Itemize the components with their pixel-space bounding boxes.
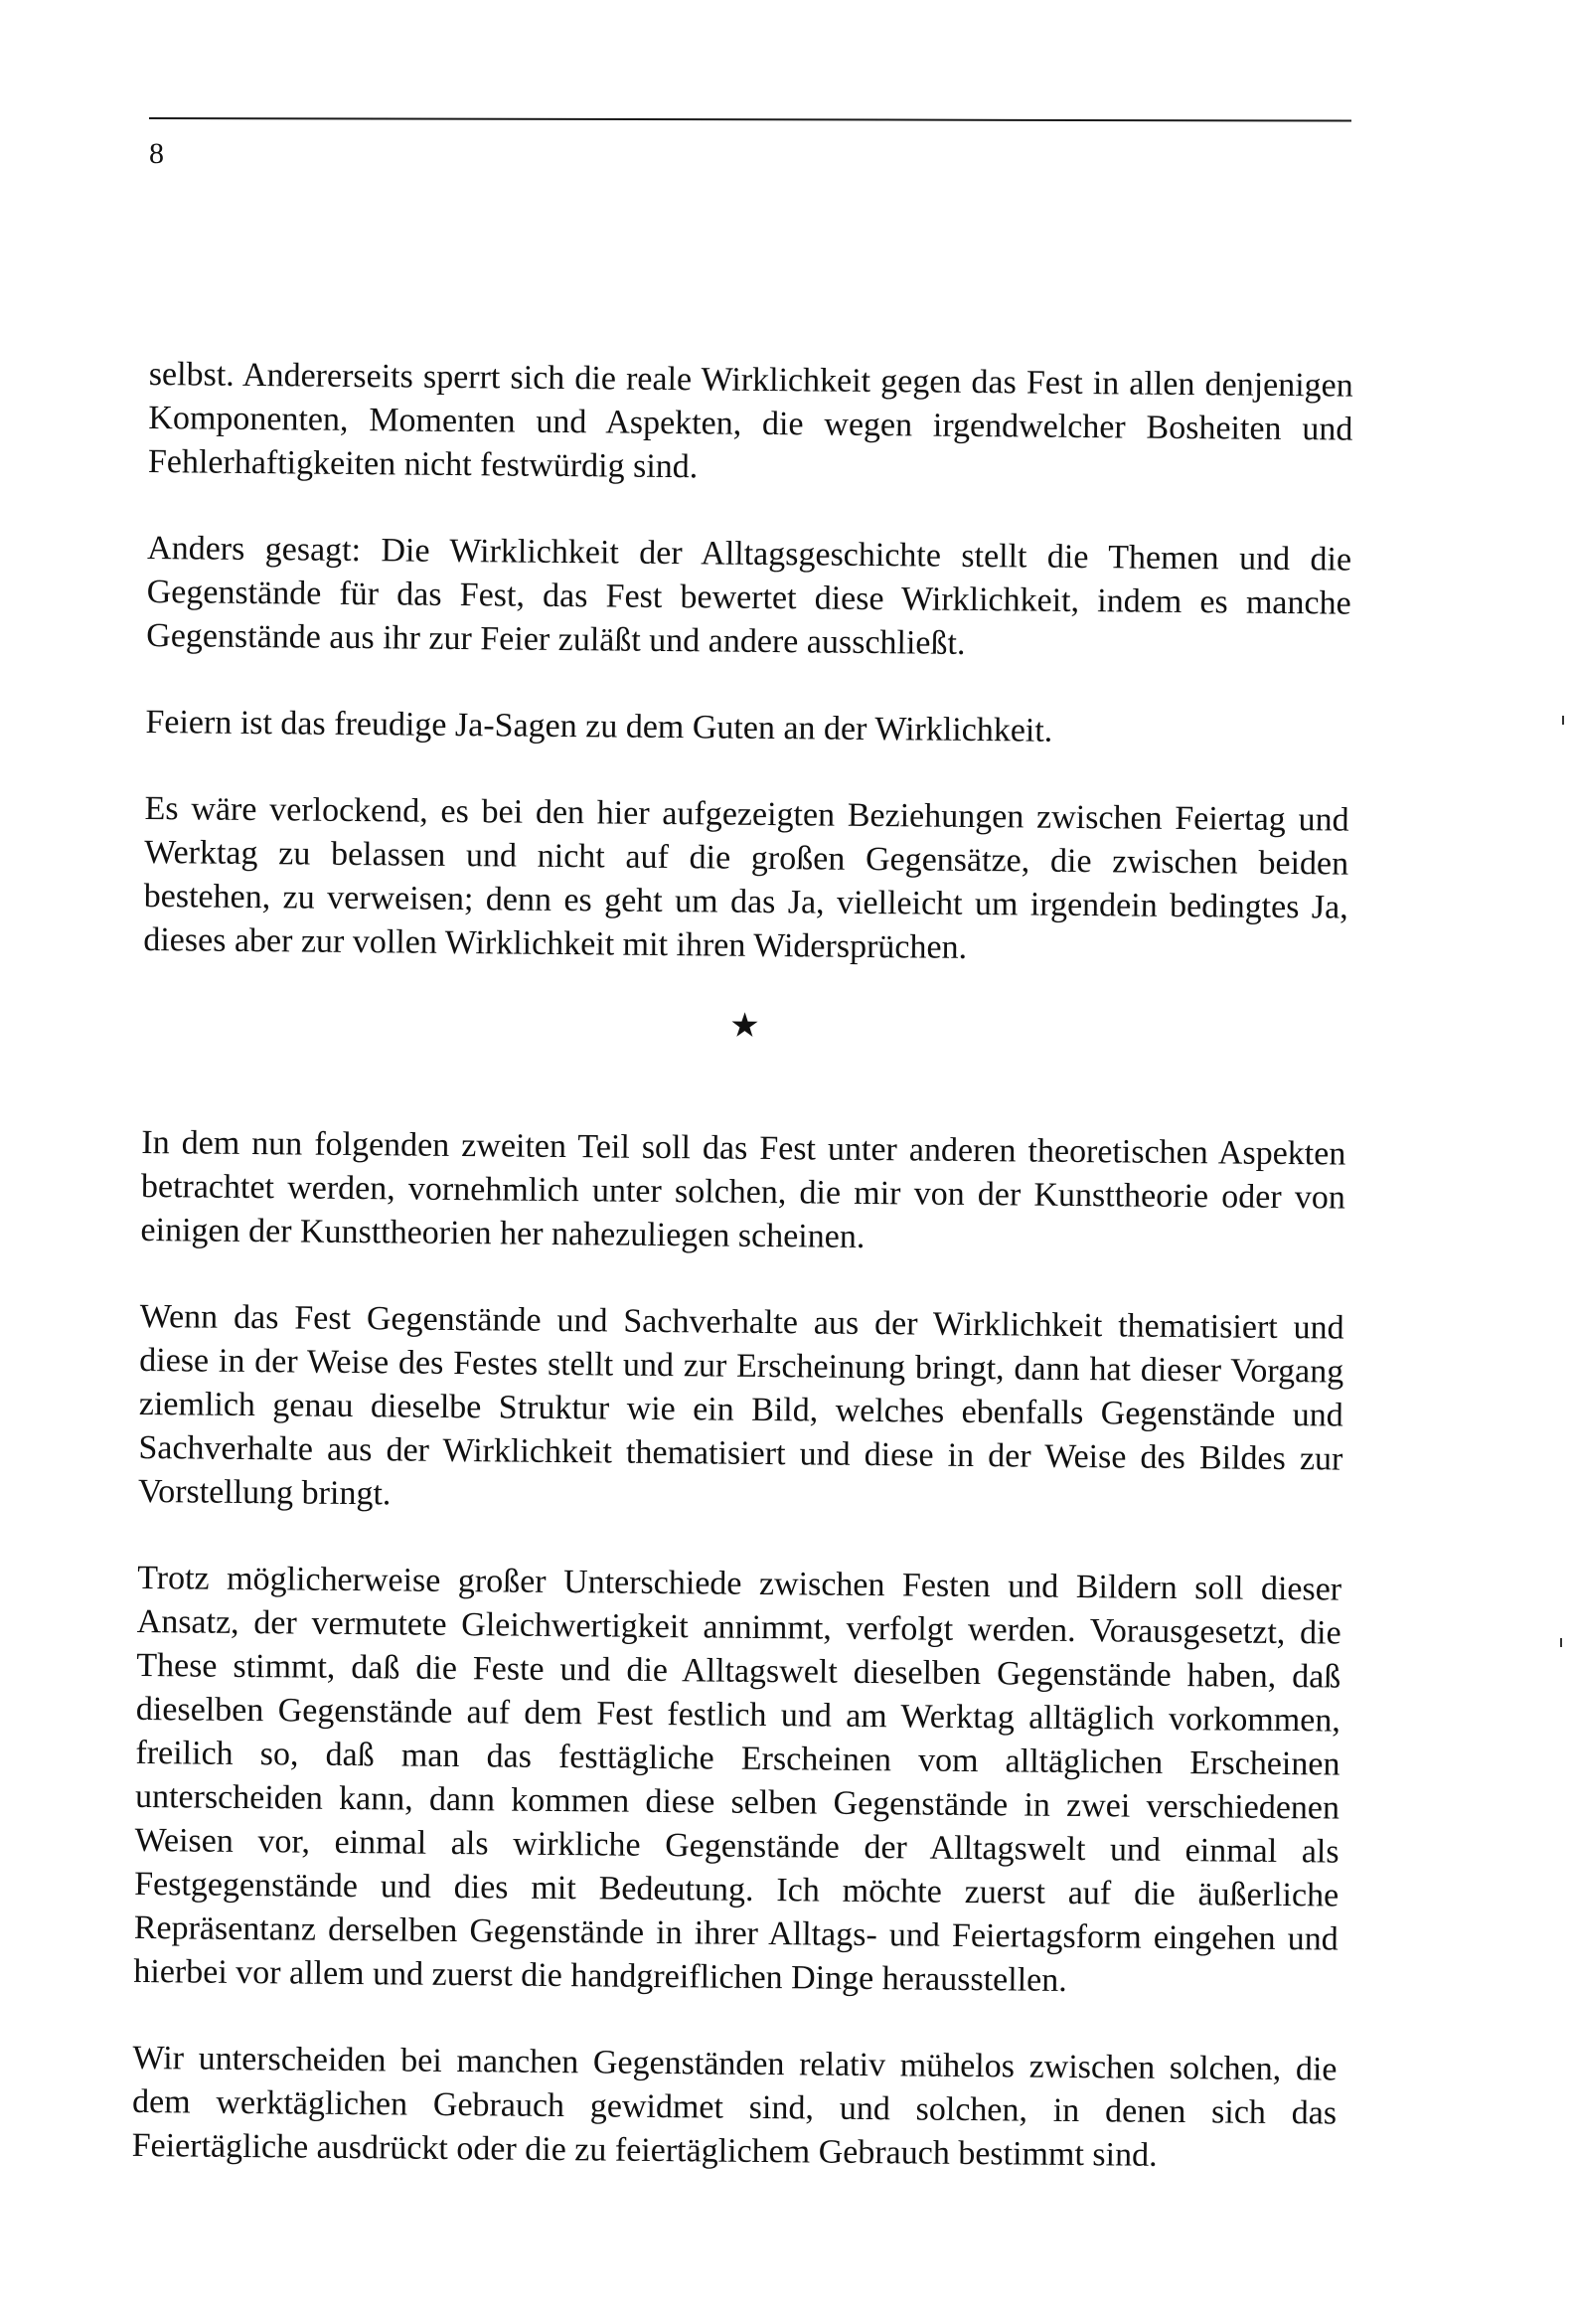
paragraph-1: selbst. Andererseits sperrt sich die reale Wirklichkeit gegen das Fest in allen denjenigen Komponenten, Momenten und Aspekten, die wegen irgendwelcher Bosheiten und Fehlerhaftigkeiten nicht festwürdig sind. [147, 355, 1353, 486]
paragraph-6: Wenn das Fest Gegenstände und Sachverhalte aus der Wirklichkeit thematisiert und diese in der Weise des Festes stellt und zur Erscheinung bringt, dann hat dieser Vorgang ziemlich genau dieselbe Struktur wie ein Bild, welches ebenfalls Gegenstände und Sachverhalte aus der Wirklichkeit thematisiert und diese in der Weise des Bildes zur Vorstellung bringt. [137, 1297, 1344, 1513]
paragraph-8: Wir unterscheiden bei manchen Gegenständen relativ mühelos zwischen solchen, die dem werktäglichen Gebrauch gewidmet sind, und solchen, in denen sich das Feiertägliche ausdrückt oder die zu feiertäglichem Gebrauch bestimmt sind. [131, 2039, 1338, 2174]
margin-mark [1562, 716, 1564, 725]
margin-mark [1560, 1638, 1562, 1647]
paragraph-2: Anders gesagt: Die Wirklichkeit der Alltagsgeschichte stellt die Themen und die Gegenstände für das Fest, das Fest bewertet diese Wirklichkeit, indem es manche Gegenstände aus ihr zur Feier zuläßt und andere ausschließt. [146, 529, 1352, 662]
header-rule [149, 117, 1351, 122]
paragraph-3: Feiern ist das freudige Ja-Sagen zu dem Guten an der Wirklichkeit. [145, 703, 1053, 749]
paragraph-7: Trotz möglicherweise großer Unterschiede zwischen Festen und Bildern soll dieser Ansatz, der vermutete Gleichwertigkeit annimmt, verfolgt werden. Vorausgesetzt, die These stimmt, daß die Feste und die Alltagswelt dieselben Gegenstände haben, daß dieselben Gegenstände auf dem Fest festlich und am Werktag alltäglich vorkommen, freilich so, daß man das festtägliche Erscheinen vom alltäglichen Erscheinen unterscheiden kann, dann kommen diese selben Gegenstände in zwei verschiedenen Weisen vor, einmal als wirkliche Gegenstände der Alltagswelt und einmal als Festgegenstände und dies mit Bedeutung. Ich möchte zuerst auf die äußerliche Repräsentanz derselben Gegenstände in ihrer Alltags- und Feiertagsform eingehen und hierbei vor allem und zuerst die handgreiflichen Dinge herausstellen. [133, 1559, 1342, 1999]
page-number: 8 [149, 137, 164, 170]
paragraph-5: In dem nun folgenden zweiten Teil soll das Fest unter anderen theoretischen Aspekten betrachtet werden, vornehmlich unter solchen, die mir von der Kunsttheorie oder von einigen der Kunsttheorien her nahezuliegen scheinen. [140, 1123, 1346, 1255]
section-separator-star: ★ [729, 1005, 760, 1046]
paragraph-4: Es wäre verlockend, es bei den hier aufgezeigten Beziehungen zwischen Feiertag und Werktag zu belassen und nicht auf die großen Gegensätze, die zwischen beiden bestehen, zu verweisen; denn es geht um das Ja, vielleicht um irgendein bedingtes Ja, dieses aber zur vollen Wirklichkeit mit ihren Widersprüchen. [143, 789, 1349, 966]
body-text [131, 353, 1353, 2223]
